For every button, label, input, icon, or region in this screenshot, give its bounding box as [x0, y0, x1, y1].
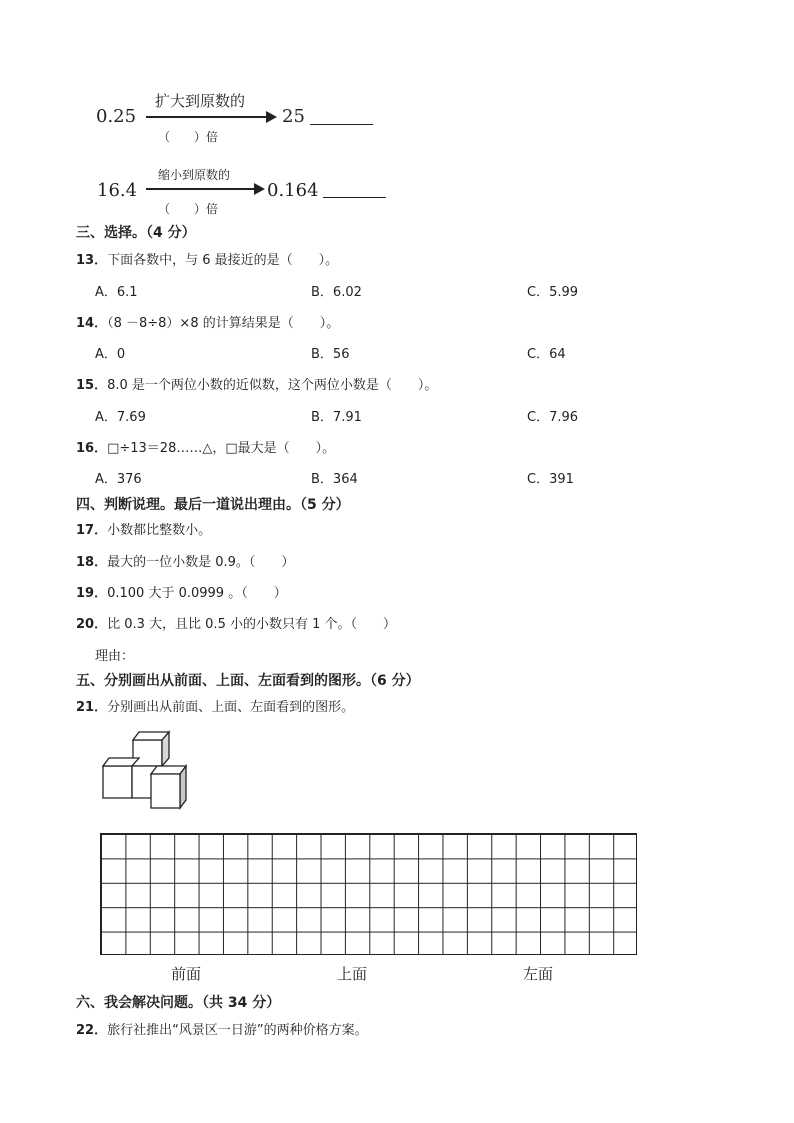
question-19 — [76, 582, 287, 601]
p2-right-number: 0.164 — [267, 180, 319, 201]
section6-title: 六、我会解决问题。（共 34 分） — [76, 995, 281, 1011]
option-16a[interactable]: A．376 — [95, 472, 142, 487]
question-text: （8 －8÷8）×8 的计算结果是（ ）。 — [107, 316, 340, 331]
question-number: 13． — [76, 253, 108, 268]
p2-arrow-label: 缩小到原数的 — [158, 168, 231, 182]
question-text: 旅行社推出“风景区一日游”的两种价格方案。 — [107, 1023, 368, 1038]
question-number: 22． — [76, 1023, 108, 1038]
question-number: 15． — [76, 378, 108, 393]
option-13a[interactable]: A．6.1 — [95, 285, 138, 300]
question-number: 16． — [76, 441, 108, 456]
p1-left-number: 0.25 — [96, 106, 137, 127]
p1-under-label: （ ）倍 — [158, 130, 219, 144]
question-17 — [76, 519, 211, 538]
question-16 — [76, 437, 335, 456]
option-15b[interactable]: B．7.91 — [311, 410, 362, 425]
grid-label-top: 上面 — [337, 965, 368, 983]
section5-title: 五、分别画出从前面、上面、左面看到的图形。（6 分） — [76, 673, 420, 689]
p2-left-number: 16.4 — [97, 180, 138, 201]
reason-label: 理由： — [95, 649, 135, 664]
question-20 — [76, 613, 396, 632]
question-number: 14． — [76, 316, 108, 331]
option-13c[interactable]: C．5.99 — [527, 285, 579, 300]
left-cube-face — [103, 766, 132, 798]
option-15a[interactable]: A．7.69 — [95, 410, 146, 425]
question-number: 21． — [76, 700, 108, 715]
grid-label-front: 前面 — [171, 965, 202, 983]
question-text: 小数都比整数小。 — [107, 523, 212, 538]
question-number: 19． — [76, 586, 108, 601]
option-14a[interactable]: A．0 — [95, 347, 126, 362]
question-15 — [76, 374, 437, 393]
p1-answer-blank[interactable] — [310, 108, 373, 125]
option-13b[interactable]: B．6.02 — [311, 285, 362, 300]
p2-answer-blank[interactable] — [323, 181, 386, 198]
question-22 — [76, 1019, 368, 1038]
front-cube-face — [151, 774, 180, 808]
question-text: 分别画出从前面、上面、左面看到的图形。 — [107, 700, 355, 715]
question-21 — [76, 696, 354, 715]
option-15c[interactable]: C．7.96 — [527, 410, 579, 425]
question-number: 18． — [76, 555, 108, 570]
drawing-grid[interactable] — [100, 833, 637, 955]
p1-arrow-head-icon — [266, 111, 277, 123]
option-16b[interactable]: B．364 — [311, 472, 358, 487]
question-number: 17． — [76, 523, 108, 538]
question-text: 比 0.3 大，且比 0.5 小的小数只有 1 个。（ ） — [107, 617, 397, 632]
question-text: □÷13＝28……△，□最大是（ ）。 — [107, 441, 336, 456]
p2-arrow-line — [146, 188, 256, 190]
p2-under-label: （ ）倍 — [158, 202, 219, 216]
top-cube-face — [133, 740, 162, 766]
question-text: 8.0 是一个两位小数的近似数，这个两位小数是（ ）。 — [107, 378, 438, 393]
question-number: 20． — [76, 617, 108, 632]
question-text: 最大的一位小数是 0.9。（ ） — [107, 555, 295, 570]
question-text: 0.100 大于 0.0999 。（ ） — [107, 586, 287, 601]
p2-arrow-head-icon — [254, 183, 265, 195]
option-16c[interactable]: C．391 — [527, 472, 574, 487]
cube-stack-figure — [98, 726, 208, 810]
option-14c[interactable]: C．64 — [527, 347, 566, 362]
question-13 — [76, 249, 338, 268]
option-14b[interactable]: B．56 — [311, 347, 350, 362]
section4-title: 四、判断说理。最后一道说出理由。（5 分） — [76, 497, 350, 513]
p1-arrow-line — [146, 116, 268, 118]
left-cube-top — [103, 758, 139, 766]
section3-title: 三、选择。（4 分） — [76, 225, 196, 241]
question-14 — [76, 312, 339, 331]
front-cube-side — [180, 766, 186, 808]
p1-arrow-label: 扩大到原数的 — [155, 92, 246, 110]
grid-label-left: 左面 — [523, 965, 554, 983]
question-text: 下面各数中，与 6 最接近的是（ ）。 — [107, 253, 339, 268]
question-18 — [76, 551, 294, 570]
p1-right-number: 25 — [282, 106, 305, 127]
